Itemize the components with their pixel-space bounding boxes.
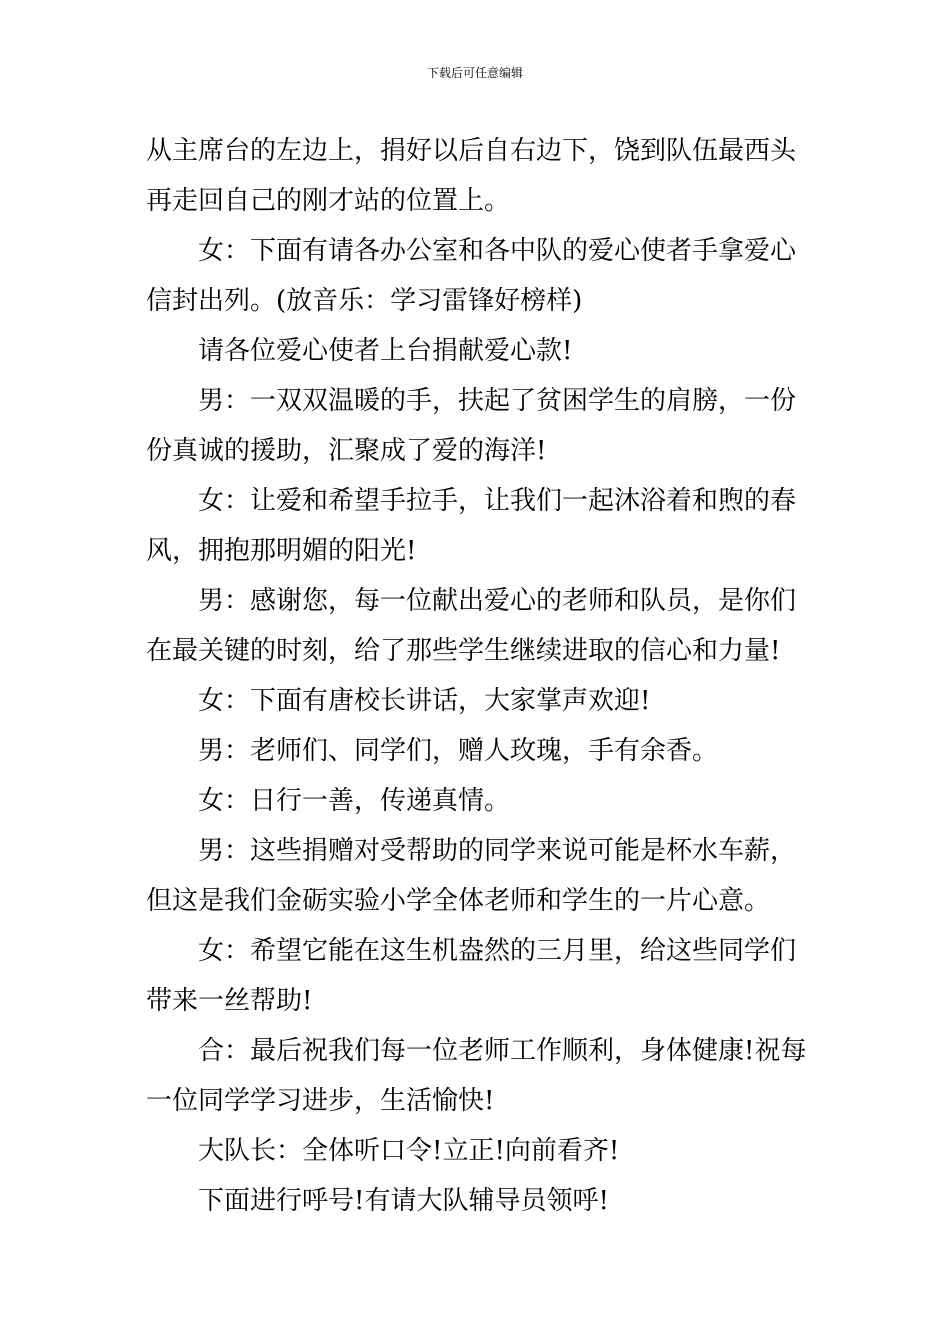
text-line: 男：老师们、同学们，赠人玫瑰，手有余香。 <box>198 736 719 766</box>
text-line: 在最关键的时刻，给了那些学生继续进取的信心和力量! <box>146 636 781 666</box>
text-line: 再走回自己的刚才站的位置上。 <box>146 186 511 216</box>
text-line: 男：这些捐赠对受帮助的同学来说可能是杯水车薪， <box>198 836 797 866</box>
document-body <box>146 126 808 1226</box>
text-line: 从主席台的左边上，捐好以后自右边下，饶到队伍最西头 <box>146 136 797 166</box>
text-line: 份真诚的援助，汇聚成了爱的海洋! <box>146 436 547 466</box>
text-line: 信封出列。(放音乐：学习雷锋好榜样) <box>146 286 583 316</box>
text-line: 带来一丝帮助! <box>146 986 313 1016</box>
text-line: 女：下面有唐校长讲话，大家掌声欢迎! <box>198 686 651 716</box>
text-line: 请各位爱心使者上台捐献爱心款! <box>198 336 573 366</box>
text-line: 男：一双双温暖的手，扶起了贫困学生的肩膀，一份 <box>198 386 797 416</box>
text-line: 女：日行一善，传递真情。 <box>198 786 511 816</box>
text-line: 合：最后祝我们每一位老师工作顺利，身体健康!祝每 <box>198 1036 807 1066</box>
text-line: 男：感谢您，每一位献出爱心的老师和队员，是你们 <box>198 586 797 616</box>
text-line: 大队长：全体听口令!立正!向前看齐! <box>198 1136 620 1166</box>
text-line: 女：让爱和希望手拉手，让我们一起沐浴着和煦的春 <box>198 486 797 516</box>
text-line: 但这是我们金砺实验小学全体老师和学生的一片心意。 <box>146 886 771 916</box>
page-header: 下载后可任意编辑 <box>426 66 523 80</box>
text-line: 女：下面有请各办公室和各中队的爱心使者手拿爱心 <box>198 236 797 266</box>
text-line: 风，拥抱那明媚的阳光! <box>146 536 417 566</box>
text-line: 一位同学学习进步，生活愉快! <box>146 1086 495 1116</box>
text-line: 下面进行呼号!有请大队辅导员领呼! <box>198 1186 609 1216</box>
text-line: 女：希望它能在这生机盎然的三月里，给这些同学们 <box>198 936 797 966</box>
